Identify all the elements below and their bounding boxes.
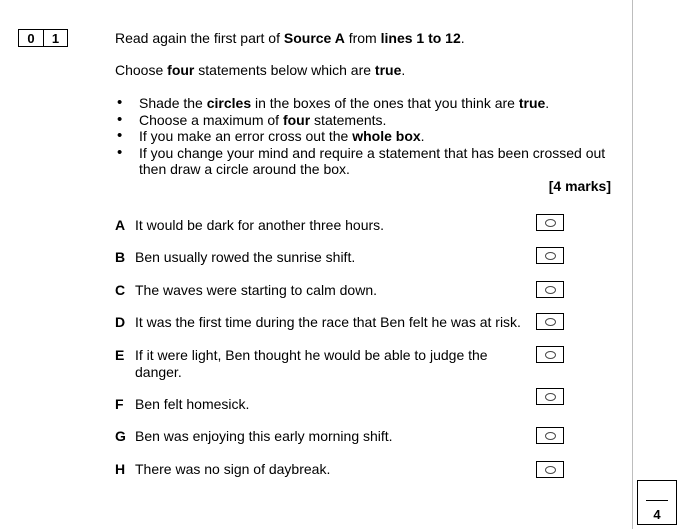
answer-box-d[interactable] <box>536 313 564 330</box>
option-letter: F <box>115 396 124 412</box>
option-d <box>115 314 535 331</box>
emphasis-text: true <box>374 62 402 78</box>
option-letter: H <box>115 461 126 477</box>
text-run: Choose a maximum of <box>139 111 283 128</box>
bullet-shade-circles <box>115 95 615 112</box>
option-letter: C <box>115 282 126 298</box>
question-number-digit-2: 1 <box>43 30 67 46</box>
answer-box-a[interactable] <box>536 214 564 231</box>
emphasis-text: whole box <box>352 128 421 144</box>
answer-box-g[interactable] <box>536 427 564 444</box>
text-run: Choose <box>115 62 168 78</box>
mark-divider <box>646 500 668 501</box>
question-number-digit-1: 0 <box>27 30 35 46</box>
text-run: Shade the <box>139 95 207 111</box>
instruction-source <box>115 30 465 46</box>
answer-circle-icon[interactable] <box>545 286 556 294</box>
option-f <box>115 396 535 413</box>
answer-circle-icon[interactable] <box>545 252 556 260</box>
option-a <box>115 217 535 234</box>
option-g <box>115 428 535 445</box>
answer-circle-icon[interactable] <box>545 393 556 401</box>
text-run: If you change your mind and require a statement that has been crossed out then draw a circle around the box. <box>139 144 606 177</box>
option-text: There was no sign of daybreak. <box>135 461 331 477</box>
option-letter: B <box>115 249 126 265</box>
option-b <box>115 249 535 266</box>
answer-box-f[interactable] <box>536 388 564 405</box>
text-run: If you make an error cross out the <box>139 128 353 144</box>
option-letter: D <box>115 314 126 330</box>
option-c <box>115 282 535 299</box>
answer-circle-icon[interactable] <box>545 219 556 227</box>
emphasis-text: four <box>167 62 195 78</box>
emphasis-text: Source A <box>283 30 345 46</box>
option-text: It was the first time during the race that Ben felt he was at risk. <box>135 314 521 330</box>
option-letter: A <box>115 217 126 233</box>
answer-circle-icon[interactable] <box>545 432 556 440</box>
option-text: Ben was enjoying this early morning shift. <box>135 428 393 444</box>
answer-box-b[interactable] <box>536 247 564 264</box>
page-margin-line <box>632 0 633 529</box>
option-text: It would be dark for another three hours. <box>135 217 385 233</box>
option-h <box>115 461 535 478</box>
answer-circle-icon[interactable] <box>545 351 556 359</box>
option-letter: E <box>115 347 125 363</box>
text-run: . <box>401 62 406 78</box>
option-text: Ben usually rowed the sunrise shift. <box>135 249 356 265</box>
instruction-bullets <box>115 95 615 178</box>
answer-box-c[interactable] <box>536 281 564 298</box>
option-text: If it were light, Ben thought he would be able to judge the danger. <box>135 347 488 380</box>
marks-label: [4 marks] <box>548 178 611 194</box>
emphasis-text: four <box>282 111 311 128</box>
text-run: statements below which are <box>194 62 375 78</box>
bullet-change-mind <box>115 145 615 178</box>
text-run: in the boxes of the ones that you think are <box>251 95 519 111</box>
text-run: . <box>460 30 465 46</box>
emphasis-text: circles <box>206 95 252 111</box>
text-run: . <box>420 128 425 144</box>
option-letter: G <box>115 428 126 444</box>
mark-total-box <box>637 480 677 525</box>
bullet-error <box>115 128 615 145</box>
bullet-maximum <box>115 112 615 129</box>
mark-total: 4 <box>653 507 661 522</box>
emphasis-text: true <box>518 95 546 111</box>
text-run: Read again the first part of <box>115 30 284 46</box>
text-run: statements. <box>310 111 387 128</box>
text-run: from <box>344 30 381 46</box>
question-number-box <box>18 29 68 47</box>
answer-box-e[interactable] <box>536 346 564 363</box>
option-e <box>115 347 535 380</box>
answer-circle-icon[interactable] <box>545 318 556 326</box>
instruction-choose <box>115 62 405 78</box>
answer-box-h[interactable] <box>536 461 564 478</box>
emphasis-text: lines 1 to 12 <box>380 30 461 46</box>
option-text: Ben felt homesick. <box>135 396 250 412</box>
text-run: . <box>545 95 550 111</box>
option-text: The waves were starting to calm down. <box>135 282 377 298</box>
answer-circle-icon[interactable] <box>545 466 556 474</box>
